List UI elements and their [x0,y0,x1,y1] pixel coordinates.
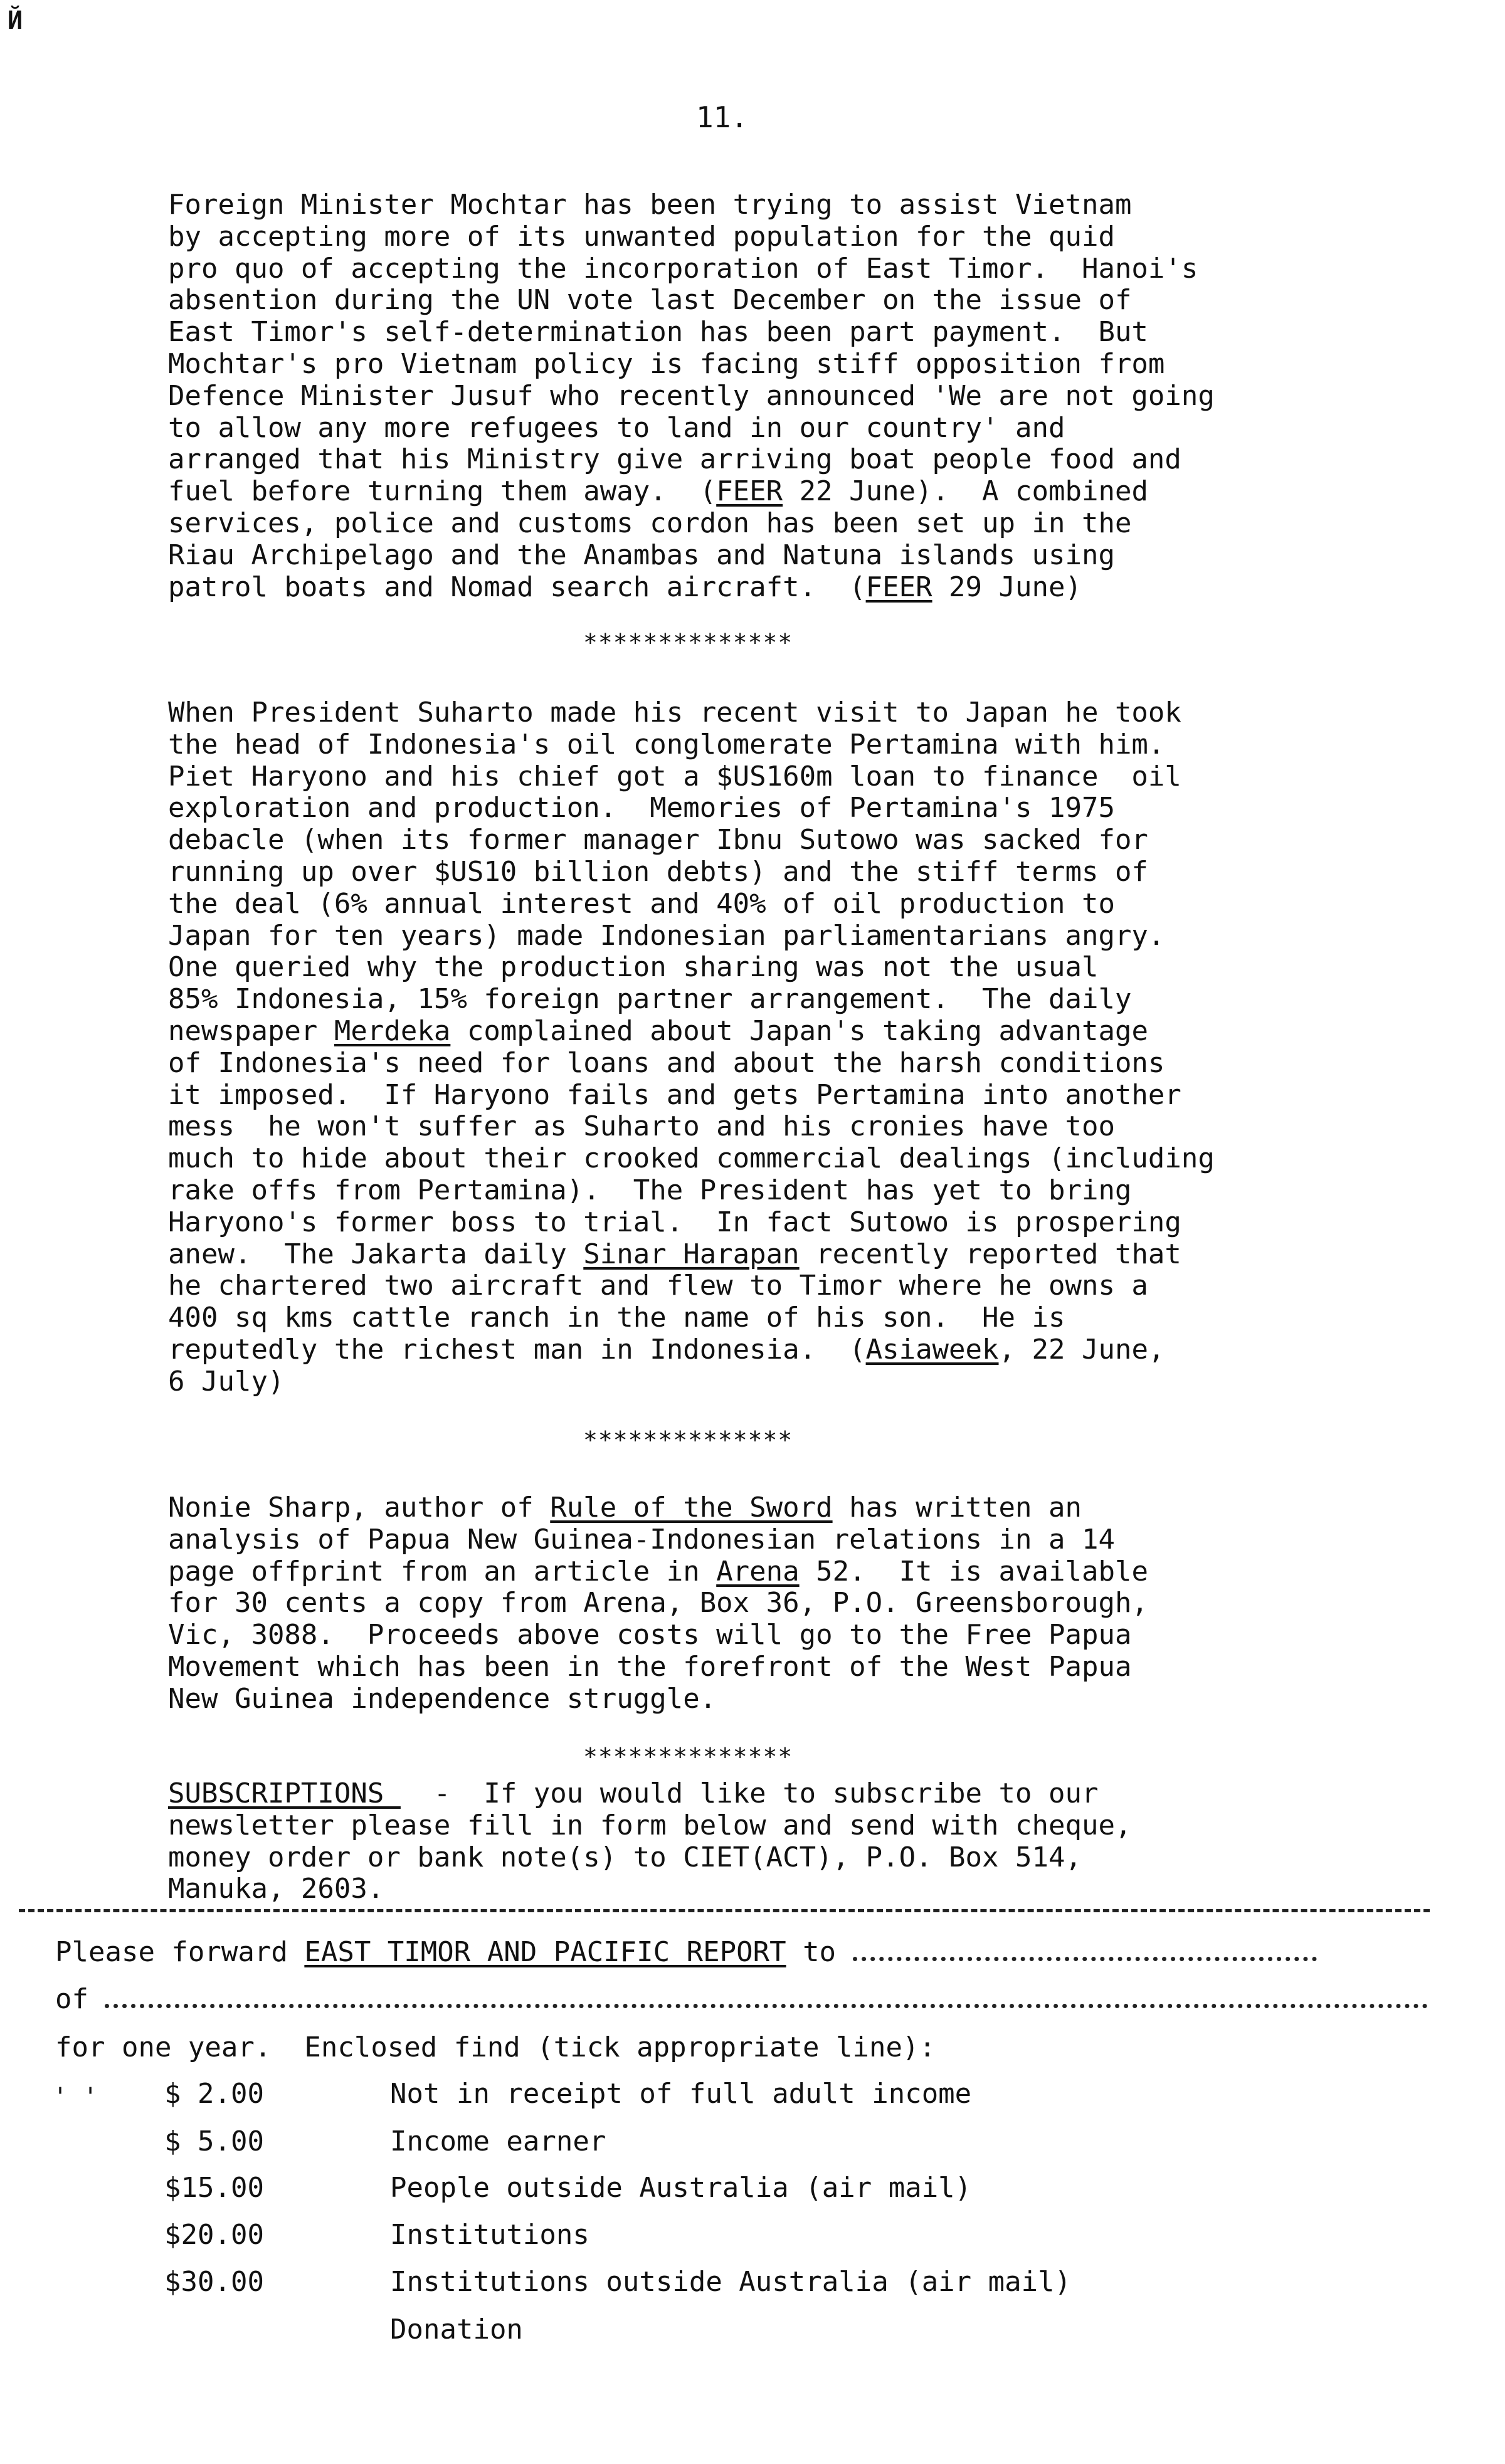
page-number: 11. [696,100,749,134]
option-label: Institutions outside Australia (air mail) [390,2266,1072,2298]
option-amount[interactable]: $20.00 [164,2219,264,2251]
text-line: Defence Minister Jusuf who recently announced 'We are not going [168,379,1215,412]
text-line: of Indonesia's need for loans and about the harsh conditions [168,1046,1165,1079]
text-line: pro quo of accepting the incorporation of East Timor. Hanoi's [168,252,1198,285]
text-line: anew. The Jakarta daily Sinar Harapan recently reported that [168,1238,1181,1270]
option-amount[interactable]: $ 2.00 [164,2078,264,2110]
citation-merdeka: Merdeka [334,1014,451,1047]
text-line: services, police and customs cordon has been set up in the [168,507,1132,539]
form-of-line: of [55,1983,1422,2015]
text-line: Mochtar's pro Vietnam policy is facing stiff opposition from [168,347,1165,380]
paragraph-subscriptions [168,1778,1372,1905]
text-line: East Timor's self-determination has been part payment. But [168,316,1148,349]
text-line: 6 July) [168,1365,285,1398]
text-line: Japan for ten years) made Indonesian parliamentarians angry. [168,919,1165,952]
option-amount[interactable]: $ 5.00 [164,2125,264,2157]
citation-feer: FEER [865,571,932,603]
tick-mark: ' ' [53,2083,98,2112]
text-line: Piet Haryono and his chief got a $US160m loan to finance oil [168,760,1181,792]
text-line: One queried why the production sharing was not the usual [168,951,1099,984]
text-line: he chartered two aircraft and flew to Timor where he owns a [168,1270,1148,1302]
option-amount[interactable]: $30.00 [164,2266,264,2298]
text-line: newsletter please fill in form below and send with cheque, [168,1809,1132,1841]
address-fill-in-field[interactable] [105,2004,1428,2008]
option-label: People outside Australia (air mail) [390,2172,972,2204]
text-line: to allow any more refugees to land in our country' and [168,411,1065,444]
text-line: Haryono's former boss to trial. In fact Sutowo is prospering [168,1206,1181,1238]
section-separator: ************** [583,1426,793,1454]
text-line: fuel before turning them away. (FEER 22 June). A combined [168,475,1148,508]
citation-feer: FEER [716,475,783,508]
text-line: for 30 cents a copy from Arena, Box 36, P.O. Greensborough, [168,1587,1148,1619]
name-fill-in-field[interactable] [853,1957,1317,1961]
option-label: Not in receipt of full adult income [390,2078,972,2110]
section-separator: ************** [583,1743,793,1771]
citation-arena: Arena [716,1555,800,1587]
text-line: money order or bank note(s) to CIET(ACT), P.O. Box 514, [168,1841,1082,1873]
option-label: Institutions [390,2219,589,2251]
text-line: by accepting more of its unwanted population for the quid [168,220,1115,253]
text-line: When President Suharto made his recent visit to Japan he took [168,697,1181,729]
text-line: 400 sq kms cattle ranch in the name of his son. He is [168,1302,1065,1334]
paragraph-nonie-sharp [168,1492,1372,1715]
text-line: running up over $US10 billion debts) and the stiff terms of [168,855,1148,888]
option-label: Income earner [390,2125,606,2157]
text-line: debacle (when its former manager Ibnu Sutowo was sacked for [168,824,1148,856]
form-enclosed-line: for one year. Enclosed find (tick appropriate line): [55,2031,936,2063]
text-line: Movement which has been in the forefront of the West Papua [168,1650,1132,1683]
text-line: much to hide about their crooked commercial dealings (including [168,1142,1215,1175]
option-label-donation: Donation [390,2314,523,2346]
section-separator: ************** [583,629,793,656]
book-title-rule-of-the-sword: Rule of the Sword [550,1492,833,1524]
text-line: 85% Indonesia, 15% foreign partner arrangement. The daily [168,983,1132,1016]
text-line: exploration and production. Memories of Pertamina's 1975 [168,792,1115,824]
text-line: reputedly the richest man in Indonesia. (Asiaweek, 22 June, [168,1333,1165,1366]
text-line: Vic, 3088. Proceeds above costs will go to the Free Papua [168,1619,1132,1651]
text-line: rake offs from Pertamina). The President has yet to bring [168,1174,1132,1206]
report-title: EAST TIMOR AND PACIFIC REPORT [304,1936,786,1968]
text-line: it imposed. If Haryono fails and gets Pertamina into another [168,1078,1181,1111]
cut-line-divider [19,1909,1430,1912]
option-amount[interactable]: $15.00 [164,2172,264,2204]
text-line: Foreign Minister Mochtar has been trying to assist Vietnam [168,189,1132,221]
paragraph-suharto-japan [168,697,1372,1398]
text-line: Riau Archipelago and the Anambas and Natuna islands using [168,539,1115,571]
text-line: absention during the UN vote last December on the issue of [168,284,1132,317]
subscriptions-heading: SUBSCRIPTIONS [168,1777,401,1809]
citation-asiaweek: Asiaweek [865,1333,999,1366]
text-line: New Guinea independence struggle. [168,1682,717,1715]
text-line: analysis of Papua New Guinea-Indonesian relations in a 14 [168,1523,1115,1556]
text-line: page offprint from an article in Arena 52. It is available [168,1555,1148,1587]
text-line: the deal (6% annual interest and 40% of oil production to [168,887,1115,920]
text-line: the head of Indonesia's oil conglomerate Pertamina with him. [168,728,1165,761]
text-line: Manuka, 2603. [168,1873,384,1905]
citation-sinar-harapan: Sinar Harapan [583,1238,800,1270]
text-line: SUBSCRIPTIONS - If you would like to subscribe to our [168,1777,1099,1809]
text-line: mess he won't suffer as Suharto and his cronies have too [168,1110,1115,1143]
text-line: Nonie Sharp, author of Rule of the Sword has written an [168,1492,1082,1524]
paragraph-mochtar-vietnam [168,189,1372,603]
scan-corner-mark: Й [8,6,23,35]
text-line: newspaper Merdeka complained about Japan's taking advantage [168,1014,1148,1047]
text-line: patrol boats and Nomad search aircraft. (FEER 29 June) [168,571,1082,603]
text-line: arranged that his Ministry give arriving boat people food and [168,443,1181,476]
form-forward-line: Please forward EAST TIMOR AND PACIFIC REPORT to [55,1936,1422,1968]
